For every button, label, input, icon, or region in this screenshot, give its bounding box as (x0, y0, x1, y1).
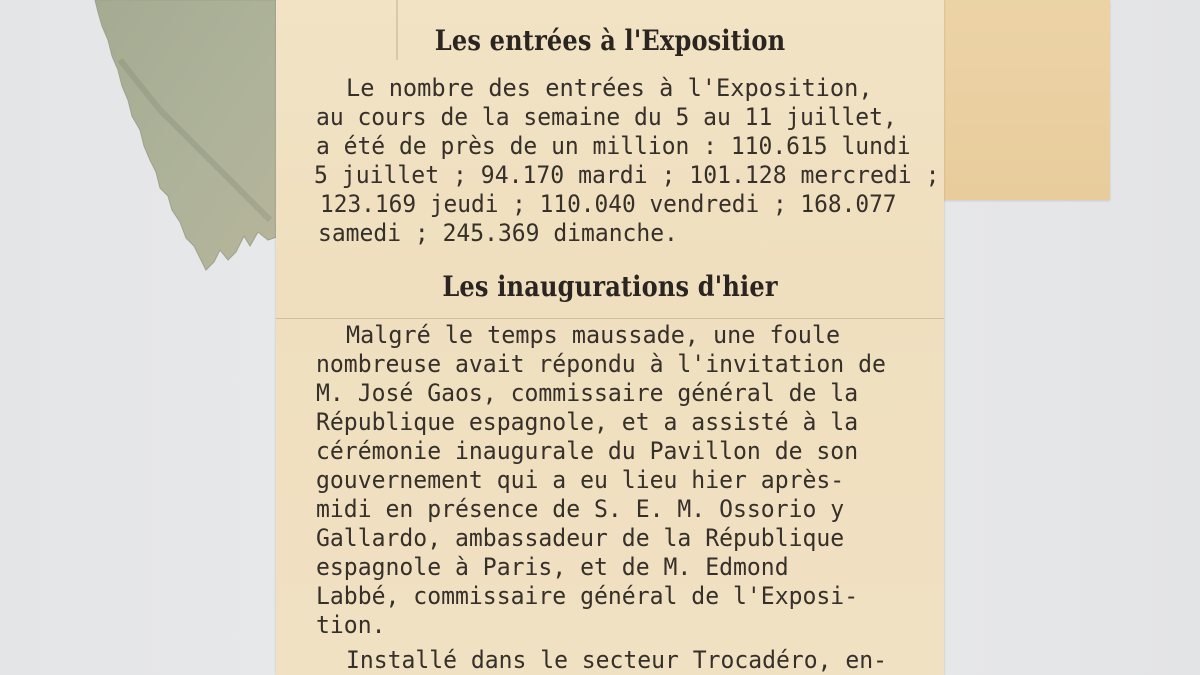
article-line: Malgré le temps maussade, une foule (346, 321, 841, 349)
clipping-upper-piece (276, 0, 944, 319)
article-line: M. José Gaos, commissaire général de la (316, 379, 859, 407)
article-line: tion. (316, 611, 386, 639)
article-line: a été de près de un million : 110.615 lundi (316, 132, 911, 160)
article-line: au cours de la semaine du 5 au 11 juillet, (316, 103, 897, 131)
article-line: 123.169 jeudi ; 110.040 vendredi ; 168.077 (320, 190, 897, 218)
article-line: espagnole à Paris, et de M. Edmond (316, 553, 789, 581)
article-line: Le nombre des entrées à l'Exposition, (346, 74, 873, 102)
article-line: samedi ; 245.369 dimanche. (318, 219, 678, 247)
article-line: République espagnole, et a assisté à la (316, 408, 859, 436)
article-line: gouvernement qui a eu lieu hier après- (316, 466, 845, 494)
article-line: midi en présence de S. E. M. Ossorio y (316, 495, 845, 523)
article-title-inaugurations: Les inaugurations d'hier (442, 270, 778, 303)
article-title-entrees: Les entrées à l'Exposition (434, 24, 786, 57)
article-line: Labbé, commissaire général de l'Exposi- (316, 582, 859, 610)
article-line: nombreuse avait répondu à l'invitation de (316, 350, 886, 378)
article-line: cérémonie inaugurale du Pavillon de son (316, 437, 859, 465)
article-line: Gallardo, ambassadeur de la République (316, 524, 845, 552)
article-line: Installé dans le secteur Trocadéro, en- (346, 646, 887, 674)
article-line: 5 juillet ; 94.170 mardi ; 101.128 mercredi ; (314, 161, 940, 189)
newspaper-clipping (276, 0, 944, 675)
